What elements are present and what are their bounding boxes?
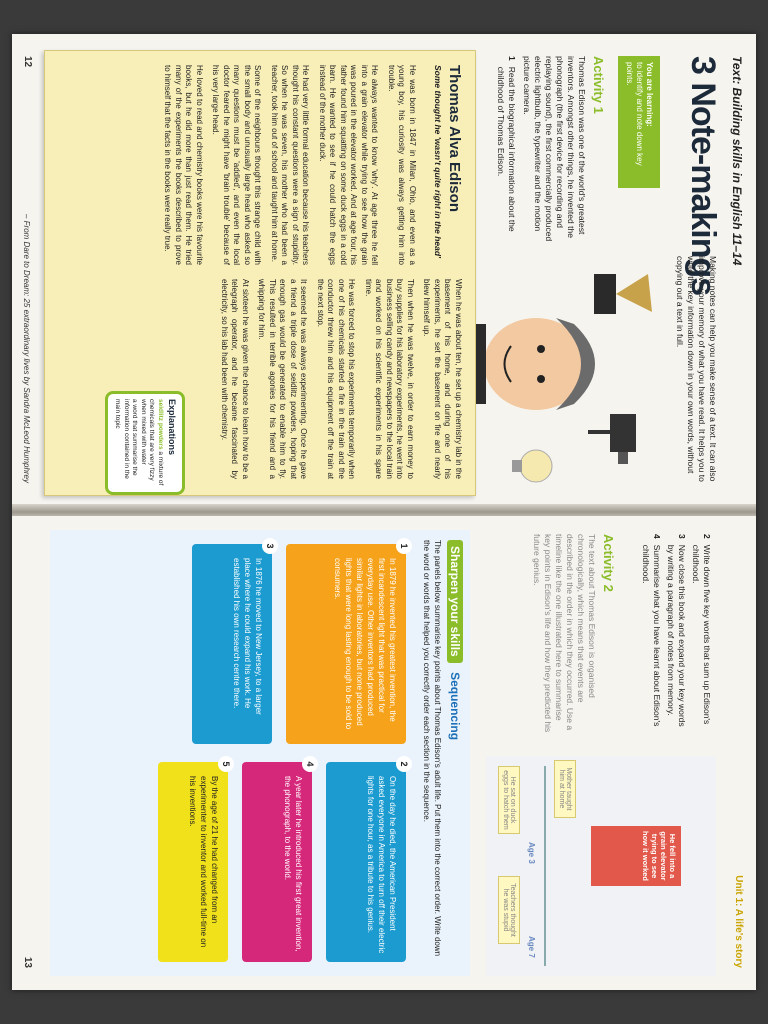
bio-paragraph: At sixteen he was given the chance to learn how to be a telegraph operator, and he became fascinated by electricity, so his lab had been with chemistry. xyxy=(220,279,250,479)
question-text: Summarise what you have learnt about Edison's childhood. xyxy=(641,544,662,727)
phonograph-icon xyxy=(594,274,652,314)
sharpen-subtitle: Sequencing xyxy=(448,672,462,741)
sequence-card-4 xyxy=(242,761,315,962)
bio-paragraph: He was born in 1847 in Milan, Ohio, and even as a young boy, his curiosity was always getting him into trouble. xyxy=(387,65,417,265)
timeline-box: He sat on duck eggs to hatch them xyxy=(498,766,520,834)
question-number: 2 xyxy=(702,534,712,539)
left-eye xyxy=(537,345,545,353)
bio-paragraph: He had very little formal education because his teachers thought his constant questions were a sign of stupidity. So when he was seven, his mother who had been a teacher, took him out of school and taught him at home. xyxy=(270,65,311,265)
biography-panel xyxy=(44,50,476,496)
left-page xyxy=(12,34,756,508)
question-text: Read the biographical information about the childhood of Thomas Edison. xyxy=(496,66,517,232)
timeline-box: Mother taught him at home xyxy=(554,760,576,818)
card-number: 4 xyxy=(302,756,318,772)
biography-column-1 xyxy=(156,65,417,265)
explanations-heading: Explanations xyxy=(167,399,177,456)
activity-2 xyxy=(531,534,616,734)
biography-subtitle: Some thought he 'wasn't quite right in the head' xyxy=(433,65,443,259)
chapter-title: 3 Note-makings xyxy=(684,56,722,296)
timeline-illustration xyxy=(486,756,716,976)
timeline-flag: He fell into a grain elevator trying to see how it worked xyxy=(591,826,681,886)
card-number: 1 xyxy=(396,538,412,554)
explanation-note: a word that summarise the information contained in the main topic xyxy=(114,399,139,479)
sequence-card-3 xyxy=(192,543,275,744)
timeline-box: Teachers thought he was stupid xyxy=(498,876,520,944)
bio-paragraph: He always wanted to know 'why'. At age three he fell into a grain elevator while trying to see how the grain was poured in the elevator worked. And at age four, his father found him squatting on some duck eggs in a cold barn. He wanted to see if he could hatch the eggs instead of the mother duck. xyxy=(318,65,380,265)
learning-objectives-box xyxy=(618,56,660,188)
lightbulb-base xyxy=(512,460,522,472)
question-item xyxy=(690,534,712,734)
biography-column-2 xyxy=(213,279,464,479)
activity-1-questions-continued xyxy=(637,534,712,734)
camera-lens xyxy=(618,452,628,464)
source-credit: – From Dare to Dream: 25 extraordinary lives by Sandra McLeod Humphrey xyxy=(22,214,31,483)
card-text: In 1876 he moved to New Jersey, to a larger place where he could expand his work. He established his own research centre there. xyxy=(232,558,263,715)
learning-item: to identify and note down key points. xyxy=(625,62,644,166)
sequence-card-2 xyxy=(326,761,409,962)
biography-title: Thomas Alva Edison xyxy=(446,65,463,212)
activity-1-title: Activity 1 xyxy=(591,56,606,114)
card-text: A year later he introduced his first great invention, the phonograph, to the world. xyxy=(283,776,303,952)
explanations-box xyxy=(105,391,185,495)
question-number: 3 xyxy=(677,534,687,539)
camera-icon xyxy=(588,414,636,464)
lightbulb-glass xyxy=(520,450,552,482)
card-text: On the day he died, the American President asked everyone in America to turn off their electric lights for one hour, as a tribute to his genius. xyxy=(366,776,397,954)
question-item xyxy=(495,56,517,246)
page-number-right: 13 xyxy=(22,956,33,968)
camera-tripod xyxy=(588,430,610,434)
bio-paragraph: Some of the neighbours thought this strange child with the small body and unusually large head who asked so many questions must be 'addled', and even the local doctor feared he might have 'brain trouble' because of his very large head. xyxy=(211,65,263,265)
timeline-axis xyxy=(544,766,546,966)
card-number: 3 xyxy=(262,538,278,554)
question-number: 4 xyxy=(652,534,662,539)
bio-paragraph: When he was about ten, he set up a chemistry lab in the basement of his home, and during one of his experiments, he set the basement on fire and nearly blew himself up. xyxy=(422,279,463,479)
bio-paragraph: It seemed he was always experimenting. Once he gave a friend a triple dose of seidlitz powders, hoping that enough gas would be generated to enable him to fly. This resulted in terrible agonies for his friend and a whipping for him. xyxy=(257,279,309,479)
sharpen-heading xyxy=(448,540,462,740)
card-number: 5 xyxy=(218,756,234,772)
bio-paragraph: Then when he was twelve, in order to earn money to buy supplies for his laboratory experiments, he went into business selling candy and newspapers to the local train and worked on his scientific experiments in his spare time. xyxy=(364,279,415,479)
page-number-left: 12 xyxy=(22,56,33,68)
running-head: Text: Building skills in English 11–14 xyxy=(730,56,744,266)
question-number: 1 xyxy=(507,56,517,61)
card-text: In 1879 he invented his greatest invention, the first incandescent light that was practical for everyday use. Other inventors had produced similar lights in laboratories, but none produced lights that were long lasting enough to be sold to consumers. xyxy=(333,558,397,730)
activity-1-text: Thomas Edison was one of the world's greatest inventors. Amongst other things, he invented the phonograph (the first device for recording and replaying sound), the first commercially produced electric lightbulb, the typewriter and the motion picture camera. xyxy=(522,56,587,242)
learning-heading: You are learning: xyxy=(645,62,654,127)
activity-1-questions xyxy=(495,56,517,246)
activity-2-title: Activity 2 xyxy=(601,534,616,592)
camera-body xyxy=(610,414,636,452)
sequence-card-1 xyxy=(286,543,409,744)
explanations-text xyxy=(113,399,164,487)
timeline-age-7: Age 7 xyxy=(527,936,536,958)
right-page xyxy=(12,516,756,990)
question-item xyxy=(665,534,687,734)
bio-paragraph: He was forced to stop his experiments temporarily when one of his chemicals started a fire in the train and the conductor threw him and his equipment off the train at the next stop. xyxy=(316,279,357,479)
question-item xyxy=(640,534,662,734)
explanation-definition: a mixture of chemicals that are very fizzy when mixed with water xyxy=(140,399,164,486)
question-text: Now close this book and expand your key words by writing a paragraph of notes from memory. xyxy=(666,544,687,727)
activity-1 xyxy=(492,56,606,246)
sequence-card-5 xyxy=(158,761,231,962)
unit-head: Unit 1: A life's story xyxy=(733,875,744,968)
phonograph-horn xyxy=(616,274,652,312)
phonograph-base xyxy=(594,274,616,314)
card-text: By the age of 21 he had changed from an experimenter to inventor and worked full-time on his inventions. xyxy=(188,776,219,948)
bio-paragraph: He loved to read and chemistry books were his favourite books, but he did more than just read them. He tried many of the experiments the books described to prove to himself that the facts in the books were really true. xyxy=(163,65,204,265)
card-number: 2 xyxy=(396,756,412,772)
sharpen-your-skills-section xyxy=(50,530,470,976)
sharpen-tag: Sharpen your skills xyxy=(447,540,463,663)
activity-2-text: The text about Thomas Edison is organised chronologically, which means that events are described in the order in which they occurred. Use a timeline like the one illustrated here to summarise key points in Edison's life and how they predicted his future genius. xyxy=(532,534,597,733)
sharpen-intro: The panels below summarise key points about Thomas Edison's adult life. Put them into the correct order. Write down the word or words that helped you correctly order each section in the sequence. xyxy=(422,540,442,957)
question-text: Write down five key words that sum up Edison's childhood. xyxy=(691,544,712,725)
explanation-term: seidlitz powders xyxy=(157,399,164,450)
book-spread xyxy=(12,34,756,990)
lightbulb-icon xyxy=(512,450,552,482)
chapter-intro: Making notes can help you make sense of a text. It can also improve your memory of what you have read. It helps you to write the key information down in your own words, without copying out a text in full. xyxy=(675,256,718,482)
timeline-age-3: Age 3 xyxy=(527,842,536,864)
right-eye xyxy=(537,375,545,383)
